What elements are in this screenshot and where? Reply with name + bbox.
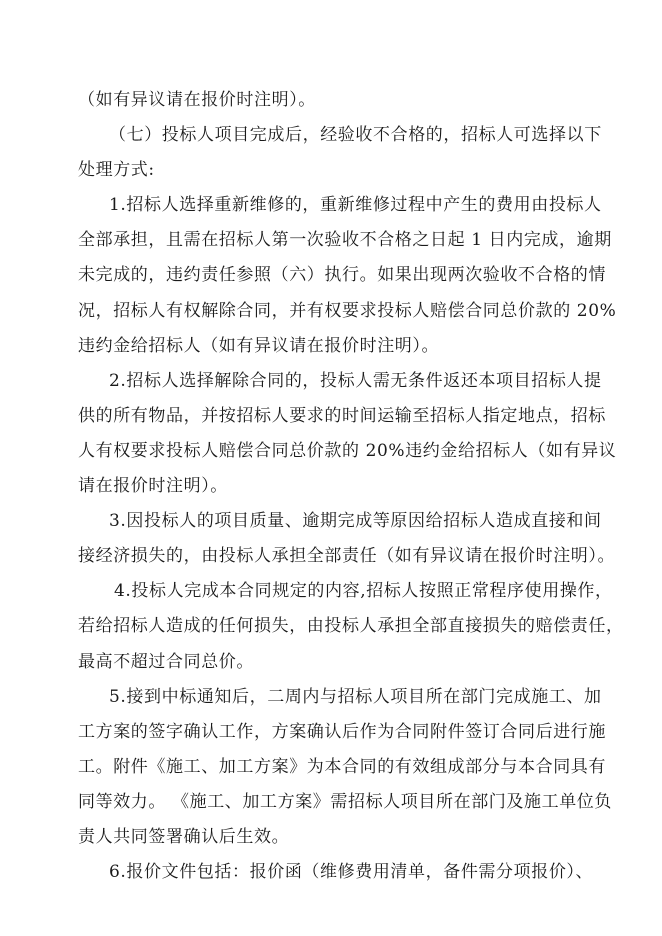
- item-5-line-1: 5.接到中标通知后，二周内与招标人项目所在部门完成施工、加: [109, 686, 602, 707]
- document-body: [78, 83, 624, 890]
- item-2-line-3: 人有权要求投标人赔偿合同总价款的 20%违约金给招标人（如有异议: [78, 440, 617, 461]
- item-3-line-1: 3.因投标人的项目质量、逾期完成等原因给招标人造成直接和间: [109, 511, 602, 532]
- item-5-line-4: 同等效力。 《施工、加工方案》需招标人项目所在部门及施工单位负: [78, 791, 613, 812]
- item-2-line-2: 供的所有物品，并按招标人要求的时间运输至招标人指定地点，招标: [78, 405, 606, 426]
- item-1-line-5: 违约金给招标人（如有异议请在报价时注明）。: [78, 335, 440, 356]
- item-1-line-2: 全部承担，且需在招标人第一次验收不合格之日起 1 日内完成，逾期: [78, 230, 612, 251]
- paragraph-line-continuation: （如有异议请在报价时注明）。: [78, 90, 316, 110]
- item-1-line-3: 未完成的，违约责任参照（六）执行。如果出现两次验收不合格的情: [78, 265, 606, 286]
- item-2-line-4: 请在报价时注明）。: [78, 476, 228, 497]
- item-4-line-1: 4.投标人完成本合同规定的内容,招标人按照正常程序使用操作，: [114, 581, 613, 602]
- clause-seven-heading: （七）投标人项目完成后，经验收不合格的，招标人可选择以下: [109, 125, 602, 146]
- item-5-line-2: 工方案的签字确认工作，方案确认后作为合同附件签订合同后进行施: [78, 721, 606, 742]
- item-4-line-2: 若给招标人造成的任何损失，由投标人承担全部直接损失的赔偿责任，: [78, 616, 624, 637]
- item-5-line-5: 责人共同签署确认后生效。: [78, 826, 290, 847]
- item-5-line-3: 工。附件《施工、加工方案》为本合同的有效组成部分与本合同具有: [78, 756, 606, 777]
- item-2-line-1: 2.招标人选择解除合同的，投标人需无条件返还本项目招标人提: [109, 370, 602, 391]
- item-1-line-1: 1.招标人选择重新维修的，重新维修过程中产生的费用由投标人: [109, 195, 602, 216]
- item-3-line-2: 接经济损失的，由投标人承担全部责任（如有异议请在报价时注明）。: [78, 546, 616, 567]
- item-1-line-4: 况，招标人有权解除合同，并有权要求投标人赔偿合同总价款的 20%: [78, 300, 617, 321]
- clause-seven-heading-cont: 处理方式:: [78, 160, 155, 181]
- item-4-line-3: 最高不超过合同总价。: [78, 651, 254, 672]
- item-6-line-1: 6.报价文件包括：报价函（维修费用清单，备件需分项报价）、: [109, 862, 594, 883]
